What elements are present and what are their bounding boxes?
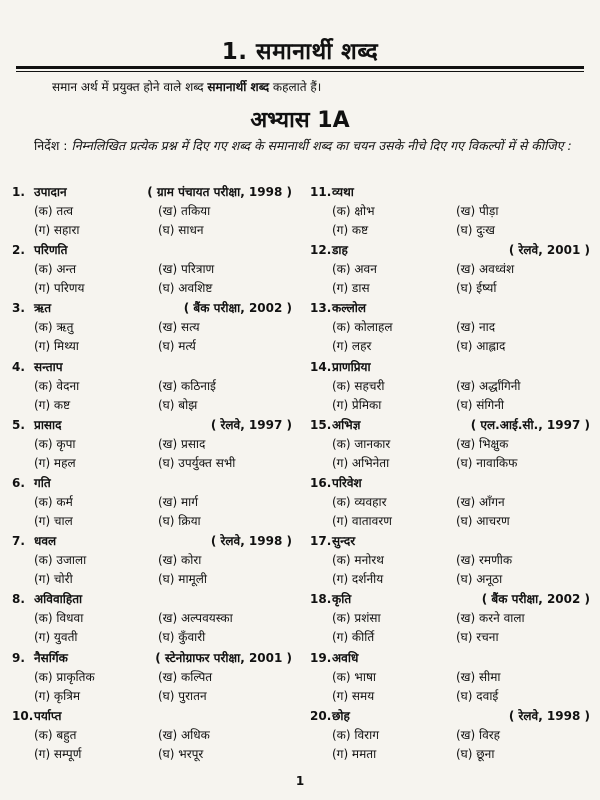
question-word: डाह [332, 243, 348, 258]
option-row [310, 551, 592, 570]
questions-right-column [310, 182, 592, 764]
option-ka: (क) व्यवहार [332, 494, 387, 509]
question-number: 6. [12, 475, 25, 490]
question-source: ( बैंक परीक्षा, 2002 ) [183, 301, 292, 316]
question-head [310, 415, 592, 435]
option-row [310, 628, 592, 647]
question-source: ( बैंक परीक्षा, 2002 ) [481, 592, 590, 607]
option-row [310, 745, 592, 764]
question-word: व्यथा [332, 185, 354, 199]
option-gha: (घ) आचरण [456, 513, 510, 528]
option-kha: (ख) अर्द्धांगिनी [456, 378, 521, 393]
question-item [12, 531, 294, 589]
question-item [310, 298, 592, 356]
instruction [16, 136, 586, 155]
option-row [12, 454, 294, 473]
option-kha: (ख) नाद [456, 320, 496, 335]
option-kha: (ख) प्रसाद [158, 436, 206, 451]
option-gha: (घ) दवाई [456, 688, 499, 703]
option-ka: (क) तत्व [34, 204, 74, 218]
question-number: 15. [310, 417, 332, 432]
option-row [310, 377, 592, 396]
option-row [12, 726, 294, 745]
question-head [12, 706, 294, 726]
option-row [12, 202, 294, 221]
question-source: ( रेलवे, 1998 ) [210, 534, 292, 549]
question-word: पर्याप्त [34, 708, 62, 723]
option-kha: (ख) विरह [456, 727, 501, 742]
option-kha: (ख) रमणीक [456, 553, 513, 568]
option-kha: (ख) अवध्वंश [456, 262, 515, 277]
questions-left-column [12, 182, 294, 764]
option-row [310, 337, 592, 356]
option-row [12, 435, 294, 454]
question-word: छोह [332, 708, 350, 723]
option-kha: (ख) सत्य [158, 320, 200, 335]
option-kha: (ख) तकिया [158, 204, 211, 218]
question-item [310, 182, 592, 240]
question-head [12, 531, 294, 551]
option-gha: (घ) आह्लाद [456, 339, 506, 354]
option-kha: (ख) सीमा [456, 669, 501, 684]
question-number: 18. [310, 592, 332, 607]
definition-after: कहलाते हैं। [269, 80, 322, 94]
question-word: प्राणप्रिया [332, 359, 371, 374]
question-item [12, 357, 294, 415]
question-number: 1. [12, 185, 25, 199]
option-kha: (ख) कोरा [158, 553, 202, 568]
option-ga: (ग) महल [34, 455, 76, 470]
question-head [12, 589, 294, 609]
option-gha: (घ) क्रिया [158, 513, 201, 528]
option-ka: (क) क्षोभ [332, 204, 375, 218]
option-gha: (घ) दुःख [456, 223, 495, 237]
question-item [12, 473, 294, 531]
question-word: परिणति [34, 243, 68, 258]
question-number: 13. [310, 301, 332, 316]
question-word: नैसर्गिक [34, 650, 68, 665]
option-ga: (ग) परिणय [34, 281, 85, 296]
option-ga: (ग) कष्ट [332, 223, 369, 237]
option-ga: (ग) लहर [332, 339, 372, 354]
option-row [12, 687, 294, 706]
option-row [310, 570, 592, 589]
option-row [12, 609, 294, 628]
definition-text [16, 78, 584, 95]
option-gha: (घ) रचना [456, 630, 499, 645]
question-item [12, 240, 294, 298]
question-head [12, 648, 294, 668]
option-ka: (क) अन्त [34, 262, 77, 277]
option-ga: (ग) अभिनेता [332, 455, 390, 470]
option-kha: (ख) आँगन [456, 494, 505, 509]
definition-bold-term: समानार्थी शब्द [207, 80, 270, 94]
option-row [310, 279, 592, 298]
question-source: ( रेलवे, 2001 ) [508, 243, 590, 258]
option-ga: (ग) युवती [34, 630, 78, 645]
question-item [12, 415, 294, 473]
option-row [310, 668, 592, 687]
option-gha: (घ) संगिनी [456, 397, 505, 412]
question-word: ऋत [34, 301, 52, 316]
option-ga: (ग) कीर्ति [332, 630, 375, 645]
option-row [12, 279, 294, 298]
option-ka: (क) कोलाहल [332, 320, 393, 335]
option-ga: (ग) चोरी [34, 572, 73, 587]
question-head [12, 182, 294, 202]
question-item [310, 415, 592, 473]
option-ka: (क) वेदना [34, 378, 80, 393]
title-rule-thick [16, 66, 584, 69]
question-word: उपादान [34, 185, 67, 199]
question-head [310, 240, 592, 260]
option-ga: (ग) प्रेमिका [332, 397, 382, 412]
exercise-title: अभ्यास 1A [250, 108, 350, 133]
question-source: ( रेलवे, 1998 ) [508, 708, 590, 723]
option-row [12, 745, 294, 764]
option-gha: (घ) नावाकिफ [456, 455, 518, 470]
question-number: 11. [310, 185, 332, 199]
option-row [12, 570, 294, 589]
question-item [12, 706, 294, 764]
option-ka: (क) सहचरी [332, 378, 385, 393]
option-ga: (ग) सम्पूर्ण [34, 746, 82, 761]
page-number: 1 [295, 774, 305, 788]
question-head [310, 473, 592, 493]
option-gha: (घ) उपर्युक्त सभी [158, 455, 236, 470]
question-word: सुन्दर [332, 534, 356, 549]
question-word: अवधि [332, 650, 359, 665]
option-gha: (घ) कुँवारी [158, 630, 206, 645]
option-gha: (घ) पुरातन [158, 688, 207, 703]
question-number: 16. [310, 475, 332, 490]
option-row [12, 377, 294, 396]
option-row [12, 318, 294, 337]
instruction-text: निम्नलिखित प्रत्येक प्रश्न में दिए गए शब्द के समानार्थी शब्द का चयन उसके नीचे दिए गए विकल्पों में से कीजिए : [71, 138, 572, 153]
option-row [310, 687, 592, 706]
option-ga: (ग) दर्शनीय [332, 572, 384, 587]
question-head [12, 298, 294, 318]
question-number: 10. [12, 708, 34, 723]
option-ka: (क) ऋतु [34, 320, 74, 335]
question-head [12, 415, 294, 435]
question-word: गति [34, 475, 51, 490]
option-ka: (क) अवन [332, 262, 377, 277]
definition-before: समान अर्थ में प्रयुक्त होने वाले शब्द [52, 80, 208, 94]
question-number: 17. [310, 534, 332, 549]
option-row [12, 396, 294, 415]
instruction-lead: निर्देश : [34, 138, 72, 153]
question-head [310, 357, 592, 377]
question-head [12, 473, 294, 493]
option-row [310, 454, 592, 473]
question-word: कल्लोल [332, 301, 367, 316]
option-ka: (क) विराग [332, 727, 379, 742]
option-row [12, 493, 294, 512]
question-number: 12. [310, 243, 332, 258]
option-kha: (ख) पीड़ा [456, 204, 499, 218]
question-source: ( ग्राम पंचायत परीक्षा, 1998 ) [147, 185, 292, 199]
option-ga: (ग) वातावरण [332, 513, 392, 528]
question-head [310, 648, 592, 668]
option-ga: (ग) कृत्रिम [34, 688, 81, 703]
question-number: 9. [12, 650, 25, 665]
question-head [310, 182, 592, 202]
question-item [310, 706, 592, 764]
option-ka: (क) मनोरथ [332, 553, 384, 568]
option-row [310, 202, 592, 221]
question-number: 2. [12, 243, 25, 258]
option-ka: (क) कर्म [34, 494, 73, 509]
question-number: 8. [12, 592, 25, 607]
option-gha: (घ) साधन [158, 223, 204, 237]
question-item [12, 648, 294, 706]
option-ka: (क) कृपा [34, 436, 76, 451]
question-number: 5. [12, 417, 25, 432]
question-word: प्रासाद [34, 417, 62, 432]
question-number: 3. [12, 301, 25, 316]
question-number: 7. [12, 534, 25, 549]
option-gha: (घ) छूना [456, 746, 495, 761]
question-item [12, 298, 294, 356]
option-ka: (क) जानकार [332, 436, 391, 451]
question-head [310, 298, 592, 318]
question-word: कृति [332, 592, 352, 607]
option-row [310, 318, 592, 337]
option-row [12, 512, 294, 531]
title-rule-thin [16, 71, 584, 72]
option-ka: (क) भाषा [332, 669, 376, 684]
option-row [310, 726, 592, 745]
question-word: परिवेश [332, 475, 362, 490]
question-source: ( रेलवे, 1997 ) [210, 417, 292, 432]
option-ga: (ग) मिथ्या [34, 339, 79, 354]
option-kha: (ख) कठिनाई [158, 378, 216, 393]
option-row [12, 260, 294, 279]
option-row [310, 221, 592, 240]
option-row [310, 609, 592, 628]
question-head [310, 589, 592, 609]
question-number: 4. [12, 359, 25, 374]
question-word: अभिज्ञ [332, 417, 361, 432]
chapter-title: 1. समानार्थी शब्द [221, 39, 379, 65]
question-item [310, 648, 592, 706]
option-row [12, 221, 294, 240]
option-gha: (घ) मर्त्य [158, 339, 196, 354]
question-source: ( एल.आई.सी., 1997 ) [470, 417, 590, 432]
option-kha: (ख) भिक्षुक [456, 436, 509, 451]
question-number: 20. [310, 708, 332, 723]
option-kha: (ख) कल्पित [158, 669, 213, 684]
option-ka: (क) विधवा [34, 611, 84, 626]
option-gha: (घ) मामूली [158, 572, 207, 587]
question-item [310, 357, 592, 415]
question-head [12, 240, 294, 260]
question-item [310, 473, 592, 531]
option-kha: (ख) मार्ग [158, 494, 199, 509]
option-ka: (क) प्रशंसा [332, 611, 381, 626]
option-ka: (क) बहुत [34, 727, 77, 742]
option-row [310, 260, 592, 279]
option-gha: (घ) अवशिष्ट [158, 281, 213, 296]
option-ka: (क) उजाला [34, 553, 87, 568]
option-ga: (ग) ममता [332, 746, 377, 761]
option-gha: (घ) बोझ [158, 397, 198, 412]
question-head [12, 357, 294, 377]
option-row [12, 628, 294, 647]
question-item [310, 240, 592, 298]
question-word: सन्ताप [34, 359, 63, 374]
question-item [12, 182, 294, 240]
question-number: 19. [310, 650, 332, 665]
option-ga: (ग) कष्ट [34, 397, 71, 412]
option-kha: (ख) अल्पवयस्का [158, 611, 233, 626]
option-gha: (घ) भरपूर [158, 746, 204, 761]
option-row [310, 396, 592, 415]
option-row [310, 435, 592, 454]
option-row [12, 337, 294, 356]
question-head [310, 706, 592, 726]
question-item [310, 531, 592, 589]
option-row [12, 668, 294, 687]
option-kha: (ख) अधिक [158, 727, 210, 742]
option-gha: (घ) अनूठा [456, 572, 503, 587]
option-ga: (ग) चाल [34, 513, 73, 528]
question-word: अविवाहिता [34, 592, 83, 607]
option-row [310, 493, 592, 512]
option-gha: (घ) ईर्ष्या [456, 281, 497, 296]
option-ka: (क) प्राकृतिक [34, 669, 95, 684]
question-source: ( स्टेनोग्राफर परीक्षा, 2001 ) [155, 650, 292, 665]
option-ga: (ग) सहारा [34, 223, 80, 237]
question-item [12, 589, 294, 647]
question-number: 14. [310, 359, 332, 374]
question-head [310, 531, 592, 551]
option-ga: (ग) समय [332, 688, 375, 703]
option-ga: (ग) डास [332, 281, 370, 296]
option-kha: (ख) करने वाला [456, 611, 525, 626]
question-word: धवल [34, 534, 57, 549]
option-row [310, 512, 592, 531]
option-kha: (ख) परित्राण [158, 262, 215, 277]
option-row [12, 551, 294, 570]
question-item [310, 589, 592, 647]
